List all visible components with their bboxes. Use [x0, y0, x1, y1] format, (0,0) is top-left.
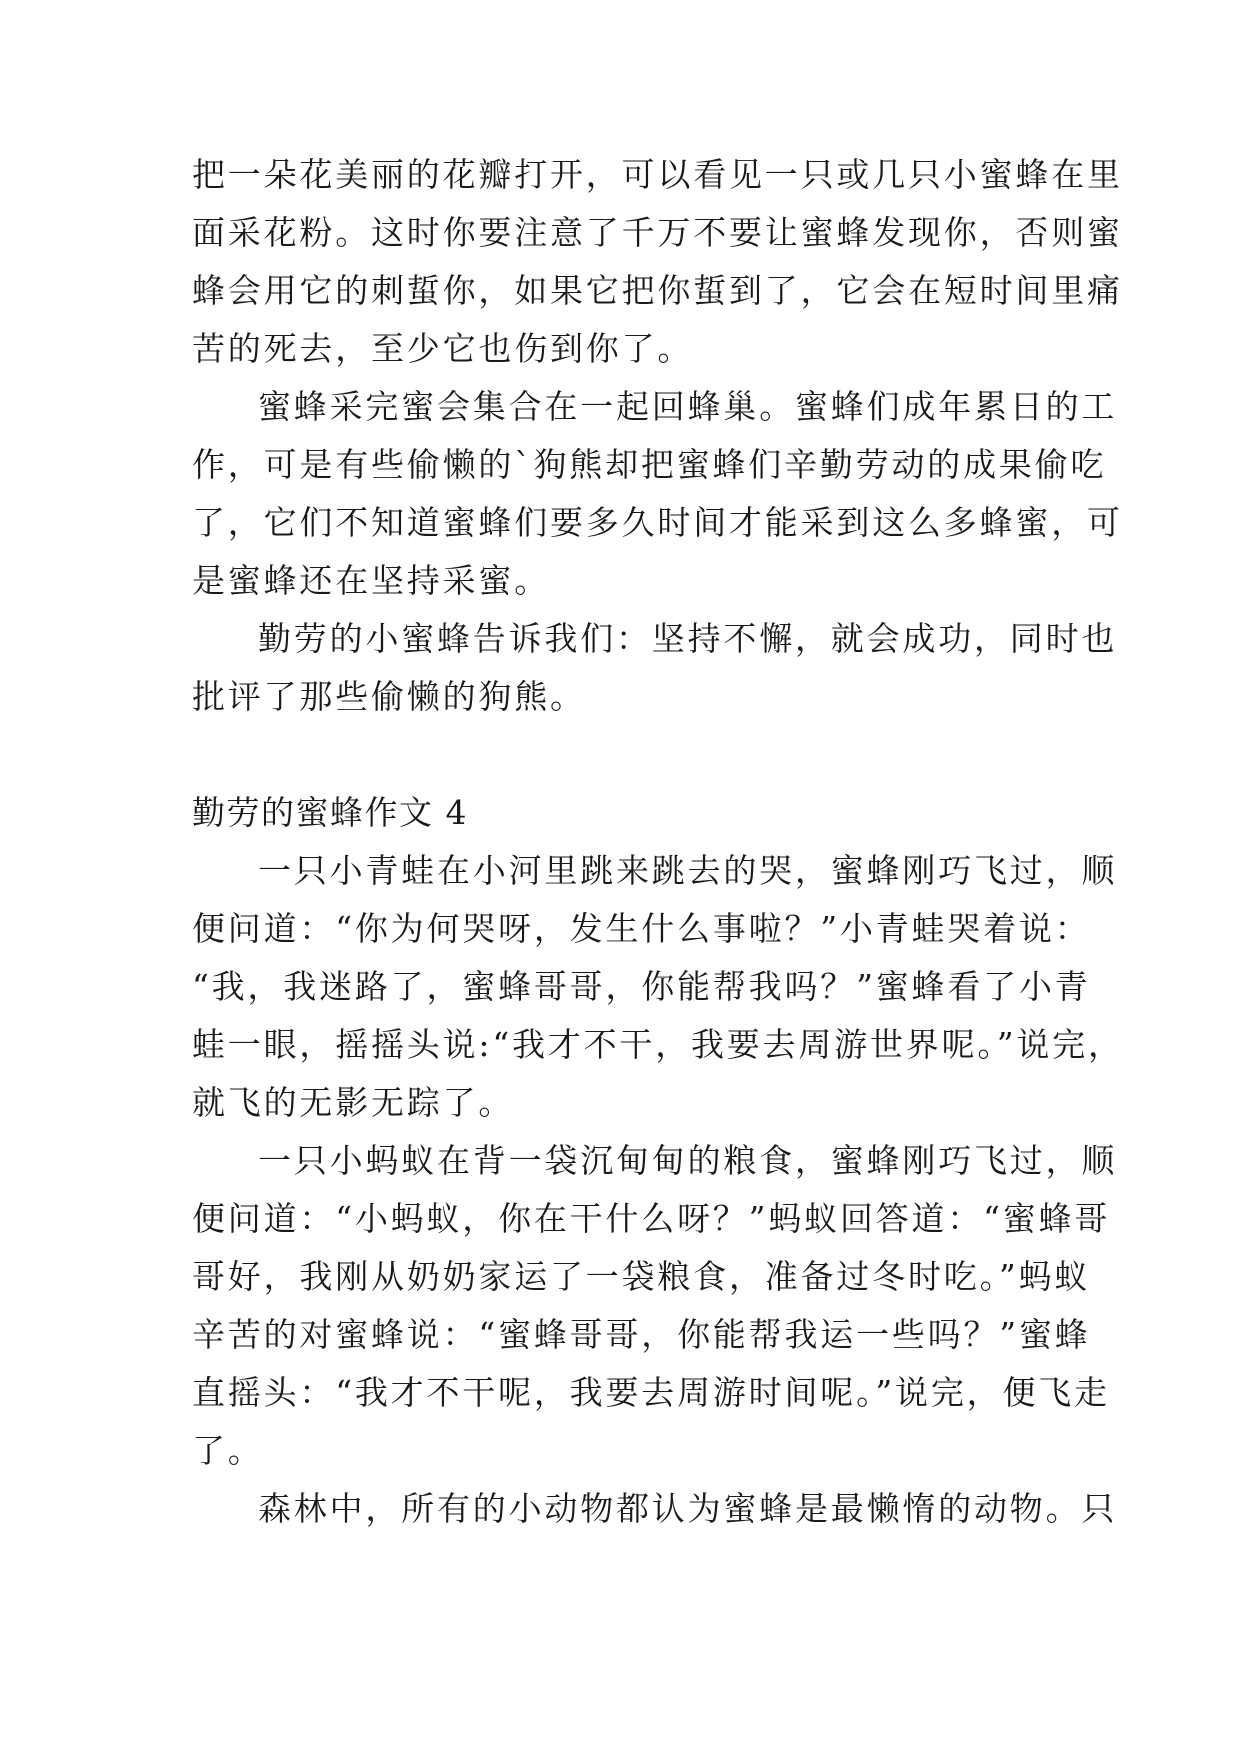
paragraph-line: 便问道：“你为何哭呀，发生什么事啦？”小青蛙哭着说： [192, 909, 1091, 948]
paragraph-line: 勤劳的小蜜蜂告诉我们：坚持不懈，就会成功，同时也 [258, 619, 1118, 658]
paragraph-line: 辛苦的对蜜蜂说：“蜜蜂哥哥，你能帮我运一些吗？”蜜蜂 [192, 1315, 1091, 1354]
paragraph-line: 哥好，我刚从奶奶家运了一袋粮食，准备过冬时吃。”蚂蚁 [192, 1257, 1091, 1296]
paragraph-line: 就飞的无影无踪了。 [192, 1083, 515, 1122]
paragraph-line: 森林中，所有的小动物都认为蜜蜂是最懒惰的动物。只 [258, 1489, 1118, 1528]
paragraph-line: 直摇头：“我才不干呢，我要去周游时间呢。”说完，便飞走 [192, 1373, 1110, 1412]
paragraph-line: 蜂会用它的刺蜇你，如果它把你蜇到了，它会在短时间里痛 [192, 271, 1123, 310]
paragraph-line: “我，我迷路了，蜜蜂哥哥，你能帮我吗？”蜜蜂看了小青 [192, 967, 1091, 1006]
paragraph-line: 蜜蜂采完蜜会集合在一起回蜂巢。蜜蜂们成年累日的工 [258, 387, 1118, 426]
paragraph-line: 便问道：“小蚂蚁，你在干什么呀？”蚂蚁回答道：“蜜蜂哥 [192, 1199, 1111, 1238]
paragraph-line: 把一朵花美丽的花瓣打开，可以看见一只或几只小蜜蜂在里 [192, 155, 1123, 194]
paragraph-line: 批评了那些偷懒的狗熊。 [192, 677, 586, 716]
paragraph-line: 了。 [192, 1431, 264, 1470]
paragraph-line: 是蜜蜂还在坚持采蜜。 [192, 561, 550, 600]
section-heading: 勤劳的蜜蜂作文 4 [192, 793, 468, 832]
paragraph-line: 面采花粉。这时你要注意了千万不要让蜜蜂发现你，否则蜜 [192, 213, 1123, 252]
paragraph-line: 了，它们不知道蜜蜂们要多久时间才能采到这么多蜂蜜，可 [192, 503, 1123, 542]
paragraph-line: 蛙一眼，摇摇头说:“我才不干，我要去周游世界呢。”说完， [192, 1025, 1124, 1064]
paragraph-line: 一只小蚂蚁在背一袋沉甸甸的粮食，蜜蜂刚巧飞过，顺 [258, 1141, 1118, 1180]
paragraph-line: 作，可是有些偷懒的`狗熊却把蜜蜂们辛勤劳动的成果偷吃 [192, 445, 1107, 484]
paragraph-line: 苦的死去，至少它也伤到你了。 [192, 329, 694, 368]
paragraph-line: 一只小青蛙在小河里跳来跳去的哭，蜜蜂刚巧飞过，顺 [258, 851, 1118, 890]
